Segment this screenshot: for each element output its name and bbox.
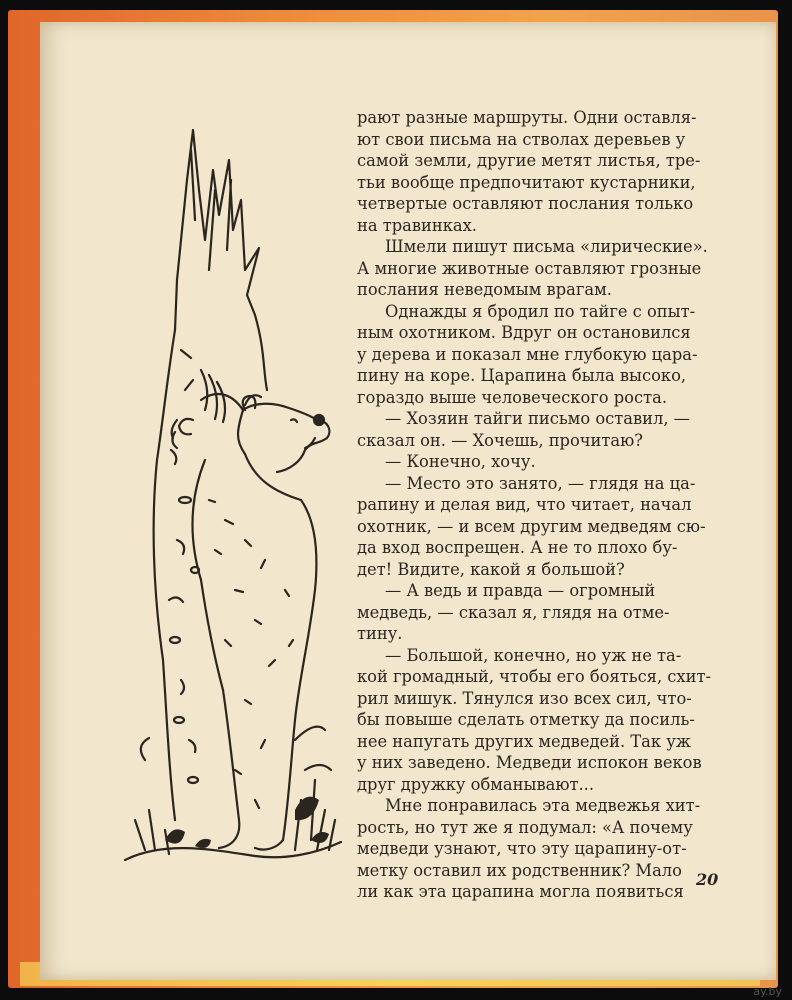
text-line: Шмели пишут письма «лирические». [385,237,708,256]
text-line: друг дружку обманывают... [357,774,595,794]
text-line: пину на коре. Царапина была высоко, [357,366,687,385]
text-line: ным охотником. Вдруг он остановился [357,323,691,342]
text-line: медведи узнают, что эту царапину-от- [357,839,687,858]
text-line: ли как эта царапина могла появиться [357,882,684,901]
text-line: рил мишук. Тянулся изо всех сил, что- [357,688,692,708]
text-line: гораздо выше человеческого роста. [357,387,667,407]
text-line: Однажды я бродил по тайге с опыт- [385,301,696,321]
text-line: у них заведено. Медведи испокон веков [357,753,702,772]
text-line: ют свои письма на стволах деревьев у [357,129,686,149]
text-line: — Хозяин тайги письмо оставил, — [385,409,690,428]
text-line: охотник, — и всем другим медведям сю- [357,516,706,536]
text-line: тину. [357,624,403,643]
text-line: сказал он. — Хочешь, прочитаю? [357,430,644,450]
text-line: А многие животные оставляют грозные [357,258,702,278]
text-line: — Большой, конечно, но уж не та- [385,645,682,665]
text-line: нее напугать других медведей. Так уж [357,731,691,751]
text-line: на травинках. [357,215,477,235]
text-line: самой земли, другие метят листья, тре- [357,151,701,170]
text-line: бы повыше сделать отметку да посиль- [357,710,695,729]
page-number: 20 [696,870,719,889]
text-line: да вход воспрещен. А не то плохо бу- [357,538,678,557]
bear-tree-illustration [105,120,345,865]
text-line: дет! Видите, какой я большой? [357,559,625,579]
text-line: четвертые оставляют послания только [357,194,694,213]
text-line: рапину и делая вид, что читает, начал [357,495,692,514]
text-line: рают разные маршруты. Одни оставля- [357,108,697,127]
text-line: тьи вообще предпочитают кустарники, [357,172,696,192]
text-line: кой громадный, чтобы его бояться, схит- [357,667,711,686]
text-line: медведь, — сказал я, глядя на отме- [357,602,670,622]
text-line: послания неведомым врагам. [357,280,612,299]
text-line: — Конечно, хочу. [385,452,536,471]
watermark: ay.by [753,985,782,998]
text-line: метку оставил их родственник? Мало [357,860,682,880]
text-line: — А ведь и правда — огромный [385,581,656,600]
text-line: у дерева и показал мне глубокую цара- [357,344,698,364]
text-line: — Место это занято, — глядя на ца- [385,473,696,493]
body-text [357,107,720,903]
text-line: рость, но тут же я подумал: «А почему [357,817,693,837]
text-line: Мне понравилась эта медвежья хит- [385,796,701,815]
